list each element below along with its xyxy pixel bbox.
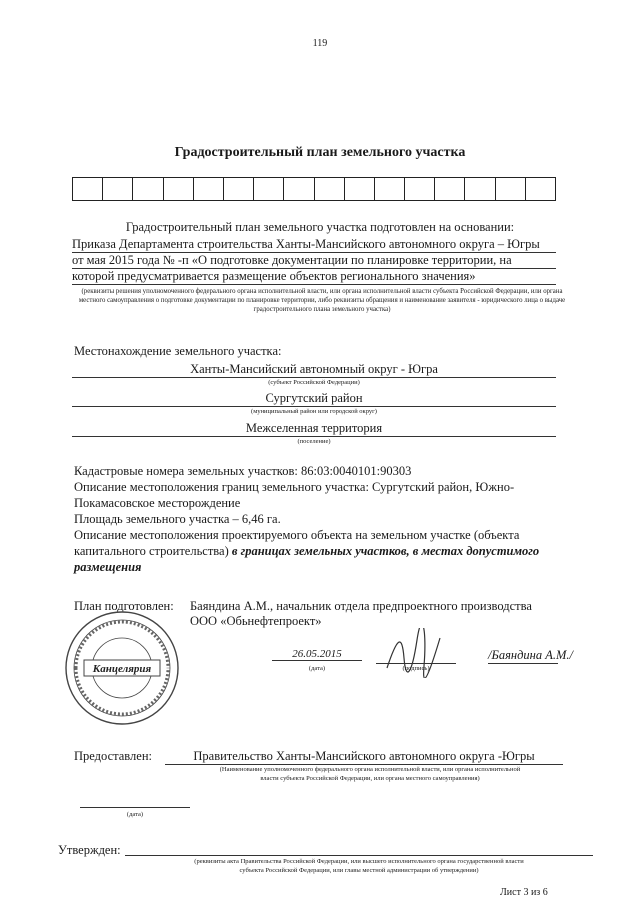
object-description-1: Описание местоположения проектируемого объекта на земельном участке (объекта (74, 528, 520, 542)
cadastral-cell (405, 178, 435, 200)
prepared-label: План подготовлен: (74, 599, 174, 613)
cadastral-cell (133, 178, 163, 200)
object-description-emphasis: в границах земельных участков, в местах допустимого (231, 544, 540, 558)
prepared-date: 26.05.2015 (272, 648, 362, 661)
cadastral-cell (73, 178, 103, 200)
prepared-by-line-2: ООО «Обьнефтепроект» (190, 614, 322, 628)
cadastral-cell (526, 178, 555, 200)
cadastral-cell (435, 178, 465, 200)
cadastral-cell (164, 178, 194, 200)
stamp-label: Канцелярия (92, 663, 152, 675)
sheet-number: Лист 3 из 6 (500, 887, 548, 898)
cadastral-cell (103, 178, 133, 200)
location-district-caption: (муниципальный район или городской округ) (251, 408, 377, 415)
company-stamp (62, 608, 182, 728)
page-number: 119 (312, 38, 328, 49)
provided-label: Предоставлен: (74, 749, 152, 763)
cadastral-cell (465, 178, 495, 200)
cadastral-cell (345, 178, 375, 200)
provided-caption-1: (Наименование уполномоченного федерального органа исполнительной власти, или органа исполнительной (219, 766, 521, 773)
cadastral-number-grid (72, 177, 556, 201)
provided-caption-2: власти субъекта Российской Федерации, или органа местного самоуправления) (260, 775, 480, 782)
prepared-date-caption: (дата) (308, 665, 326, 672)
approved-label: Утвержден: (58, 843, 121, 857)
provided-date-line (80, 807, 190, 808)
location-district: Сургутский район (72, 391, 556, 407)
cadastral-cell (284, 178, 314, 200)
basis-line-3: которой предусматривается размещение объектов регионального значения» (72, 269, 556, 285)
cadastral-cell (315, 178, 345, 200)
boundary-description-1: Описание местоположения границ земельного участка: Сургутский район, Южно- (74, 480, 515, 494)
object-description-2 (74, 543, 574, 559)
approved-line (125, 855, 593, 856)
basis-heading: Градостроительный план земельного участка подготовлен на основании: (125, 220, 515, 234)
boundary-description-2: Покамасовское месторождение (74, 496, 241, 510)
cadastral-cell (375, 178, 405, 200)
cadastral-numbers: Кадастровые номера земельных участков: 86:03:0040101:90303 (74, 464, 412, 478)
approved-caption-1: (реквизиты акта Правительства Российской Федерации, или высшего исполнительного органа государственной власти (194, 858, 524, 865)
document-title: Градостроительный план земельного участка (174, 145, 466, 160)
object-description-plain: капитального строительства) (74, 544, 232, 558)
location-settlement: Межселенная территория (72, 421, 556, 437)
land-area: Площадь земельного участка – 6,46 га. (74, 512, 281, 526)
location-settlement-caption: (поселение) (297, 438, 331, 445)
signature-caption: (подпись) (402, 665, 430, 672)
location-label: Местонахождение земельного участка: (74, 344, 282, 358)
location-subject: Ханты-Мансийский автономный округ - Югра (72, 362, 556, 378)
object-description-3: размещения (74, 560, 142, 574)
signature-line (376, 663, 456, 664)
approved-caption-2: субъекта Российской Федерации, или главы местной администрации об утверждении) (239, 867, 479, 874)
basis-caption: (реквизиты решения уполномоченного федерального органа исполнительной власти, или органа исполнительной власти субъекта Российской Федерации, или органа местного самоуправления о подготовке документации по планировке территории, либо реквизиты обращения и наименование заявителя - юридического лица о выдаче градостроительного плана земельного участка) (78, 288, 566, 313)
provided-date-caption: (дата) (126, 811, 144, 818)
basis-line-2: от мая 2015 года № -п «О подготовке документации по планировке территории, на (72, 253, 556, 269)
basis-line-1: Приказа Департамента строительства Ханты-Мансийского автономного округа – Югры (72, 237, 556, 253)
cadastral-cell (194, 178, 224, 200)
prepared-by-line-1: Баяндина А.М., начальник отдела предпроектного производства (190, 599, 532, 613)
cadastral-cell (254, 178, 284, 200)
cadastral-cell (224, 178, 254, 200)
provided-to: Правительство Ханты-Мансийского автономного округа -Югры (165, 749, 563, 765)
signer-name: /Баяндина А.М./ (488, 648, 574, 662)
cadastral-cell (496, 178, 526, 200)
location-subject-caption: (субъект Российской Федерации) (268, 379, 360, 386)
